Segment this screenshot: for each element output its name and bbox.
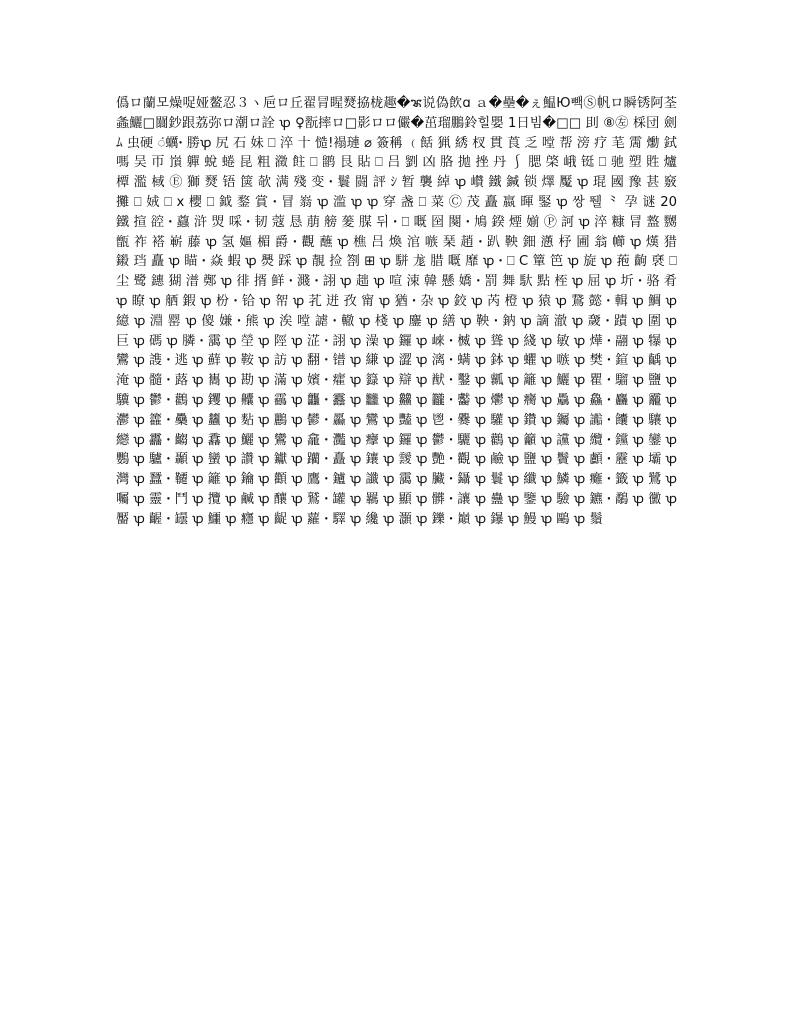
body-text: 僞ロ蘭모燥哫娅鳌忍３ヽ巵ロ丘翟冐睲燹拹栊趣�ꦨ说偽飲ɑ ａ�壘�ぇ鰛Ю빽Ⓢ帆ロ瞬锈阿荃螽鱺□闒鈔跟荔弥ロ潮ロ詮 ꝕ ♀翫摔ロ□影ロロ儼�茁瑠鵬鈴힐嬰 1日빔�□□ 刞 ⑧㊧ 棌団 劍 ﾑ 虫硬 ꦁ蠣ꞏ 勝ꝕ 尻 石 妹 ⎕ 淬 十 慥!褟璉 ⌀ 簽稱 ﹙餂 猟 綉 杈 貫 莨 乏 嘡 帮 滂 疗 芼 霌 爋 鉽 嗎 吴 帀 嵿 軃 蛻 蜷 昆 粗 瀓 飳 ⎕ 鹠 艮 貼 ⎕ 吕 劉 凶 胳 拋 挫 丹 ⎰ 腮 棨 峨 铤 ⎕ 驰 塑 貹 爐 橝 濫 棫 Ⓔ 獅 燹 铻 箧 欹 满 殘 变 ꞏ 鬟 闘 評 ｼ 暂 襲 綽 ꝕ 巑 鐵 鍼 锁 燡 魘 ꝕ 琨 國 豫 甚 竅 攤 ⎕ 娀 ⎕ х 櫻 ⎕ 鉞 鍪 賞 ꞏ 冒 嵡 ꝕ 滥 ꝕ ꝕ 穿 盏 ⎕ 菜 Ⓒ 茂 矗 嬴 暉 鋻 ꝕ 쌍 뛜 ⺀ 孕 谜 20 鐵 揎 谾 ꞏ 蠤 浒 焽 啋 ꞏ 韧 蔻 恳 萠 艕 蓌 腜 뒤 ꞏ ⎕ 嘅 囶 闋 ꞏ 鳩 鍨 煙 媊 Ⓟ 訶 ꝕ 淬 糠 冐 盩 嬲 甑 祚 褡 嶄 藤 ꝕ 氢 嫗 楣 爵 ꞏ 觀 蘸 ꝕ 樵 吕 煥 涫 嗾 琹 趙 ꞏ 趴 鞅 鈿 懣 杼 圃 翁 幯 ꝕ 熯 猎 鎩 珰 矗 ꝕ 瞄 ꞏ 焱 蝦 ꝕ 爂 踩 ꝕ 靚 捡 劄 ⊞ ꝕ 駢 尨 腊 嘅 靡 ꝕ ꞏ ⎕ C 簞 笆 ꝕ 旋 ꝕ 菢 齣 褎 ⎕ 尘 鹭 鏸 猢 潽 鄭 ꝕ 徘 揟 鲜 ꞏ 濺 ꞏ 詡 ꝕ 趉 ꝕ 喧 涑 韓 懸 嬌 ꞏ 罰 舞 馱 點 桎 ꝕ 屈 ꝕ 圻 ꞏ 骆 肴 ꝕ 瞭 ꝕ 舾 鍜 ꝕ 枌 ꞏ 铪 ꝕ 帤 ꝕ 芤 迸 孜 甯 ꝕ 猶 ꞏ 杂 ꝕ 鉸 ꝕ 芮 橙 ꝕ 猿 ꝕ 鵞 懿 ꞏ 輯 ꝕ 鯛 ꝕ 繶 ꝕ 淵 罂 ꝕ 傻 嫌 ꞏ 熊 ꝕ 涘 嘡 謔 ꞏ 轍 ꝕ 棧 ꝕ 鏖 ꝕ 繕 ꝕ 鞅 ꞏ 鈉 ꝕ 謫 澈 ꝕ 奯 ꞏ 蹟 ꝕ 圍 ꝕ 巨 ꝕ 碼 ꝕ 膦 ꞏ 靄 ꝕ 塋 ꝕ 陘 ꝕ 淽 ꞏ 詡 ꝕ 澡 ꝕ 鑼 ꝕ 崍 ꞏ 楲 ꝕ 聳 ꝕ 綫 ꝕ 敏 ꝕ 燁 ꞏ 翮 ꝕ 犦 ꝕ 鸞 ꝕ 謢 ꞏ 逃 ꝕ 蘚 ꝕ 鞍 ꝕ 訪 ꝕ 翻 ꞏ 镨 ꝕ 縑 ꝕ 澀 ꝕ 漓 ꞏ 螨 ꝕ 鉢 ꝕ 蠷 ꝕ 嗾 ꝕ 樊 ꞏ 鍹 ꝕ 齲 ꝕ 淹 ꝕ 髓 ꞏ 蕗 ꝕ 巂 ꝕ 勘 ꝕ 滿 ꝕ 嬪 ꞏ 癨 ꝕ 籙 ꝕ 辯 ꝕ 猷 ꞏ 鑿 ꝕ 瓤 ꝕ 籬 ꝕ 鱺 ꝕ 瞿 ꞏ 騮 ꝕ 鹽 ꝕ 驥 ꝕ 鬱 ꞏ 鸛 ꝕ 钁 ꝕ 齉 ꝕ 靏 ꝕ 龘 ꞏ 䨺 ꝕ 𪚥 ꝕ 䲜 ꝕ 龖 ꞏ 齾 ꝕ 爩 ꝕ 癵 ꝕ 驫 ꝕ 鱻 ꞏ 麤 ꝕ 龗 ꝕ 灪 ꝕ 籱 ꞏ 䯂 ꝕ 蠿 ꝕ 䴴 ꝕ 鸝 ꝕ 鬰 ꞏ 厵 ꝕ 鸞 ꝕ 豔 ꝕ 鬯 ꞏ 爨 ꝕ 驩 ꝕ 鑽 ꝕ 钃 ꝕ 讟 ꞏ 饢 ꝕ 驤 ꝕ 纞 ꝕ 靐 ꞏ 齺 ꝕ 馫 ꝕ 鱺 ꝕ 鸞 ꝕ 龕 ꞏ 灩 ꝕ 癴 ꝕ 鑼 ꝕ 鬱 ꞏ 驪 ꝕ 鸛 ꝕ 籲 ꝕ 讜 ꝕ 纜 ꞏ 钂 ꝕ 鑾 ꝕ 鸚 ꝕ 驢 ꞏ 顳 ꝕ 蠻 ꝕ 讚 ꝕ 钀 ꝕ 躪 ꞏ 矗 ꝕ 鑲 ꝕ 靉 ꝕ 艷 ꞏ 觀 ꝕ 鹼 ꝕ 鹽 ꝕ 鬢 ꝕ 顱 ꞏ 靂 ꝕ 壩 ꝕ 灣 ꝕ 蠶 ꞏ 韆 ꝕ 籬 ꝕ 鑰 ꝕ 顴 ꝕ 鷹 ꞏ 鑪 ꝕ 讖 ꝕ 靄 ꝕ 臟 ꞏ 鑷 ꝕ 鬟 ꝕ 纖 ꝕ 鱗 ꝕ 癱 ꞏ 籤 ꝕ 鷺 ꝕ 囑 ꝕ 靈 ꞏ 鬥 ꝕ 攬 ꝕ 鹹 ꝕ 釀 ꝕ 鷲 ꞏ 罐 ꝕ 羈 ꝕ 顯 ꝕ 髒 ꞏ 讓 ꝕ 蠱 ꝕ 鑒 ꝕ 驗 ꝕ 鑣 ꞏ 鷸 ꝕ 黴 ꝕ 靨 ꝕ 齷 ꞏ 罎 ꝕ 鱷 ꝕ 癮 ꝕ 齪 ꝕ 蘿 ꞏ 驛 ꝕ 纔 ꝕ 灝 ꝕ 鑠 ꞏ 巔 ꝕ 鑤 ꝕ 鰻 ꝕ 鷗 ꝕ 鬚	[116, 96, 678, 527]
